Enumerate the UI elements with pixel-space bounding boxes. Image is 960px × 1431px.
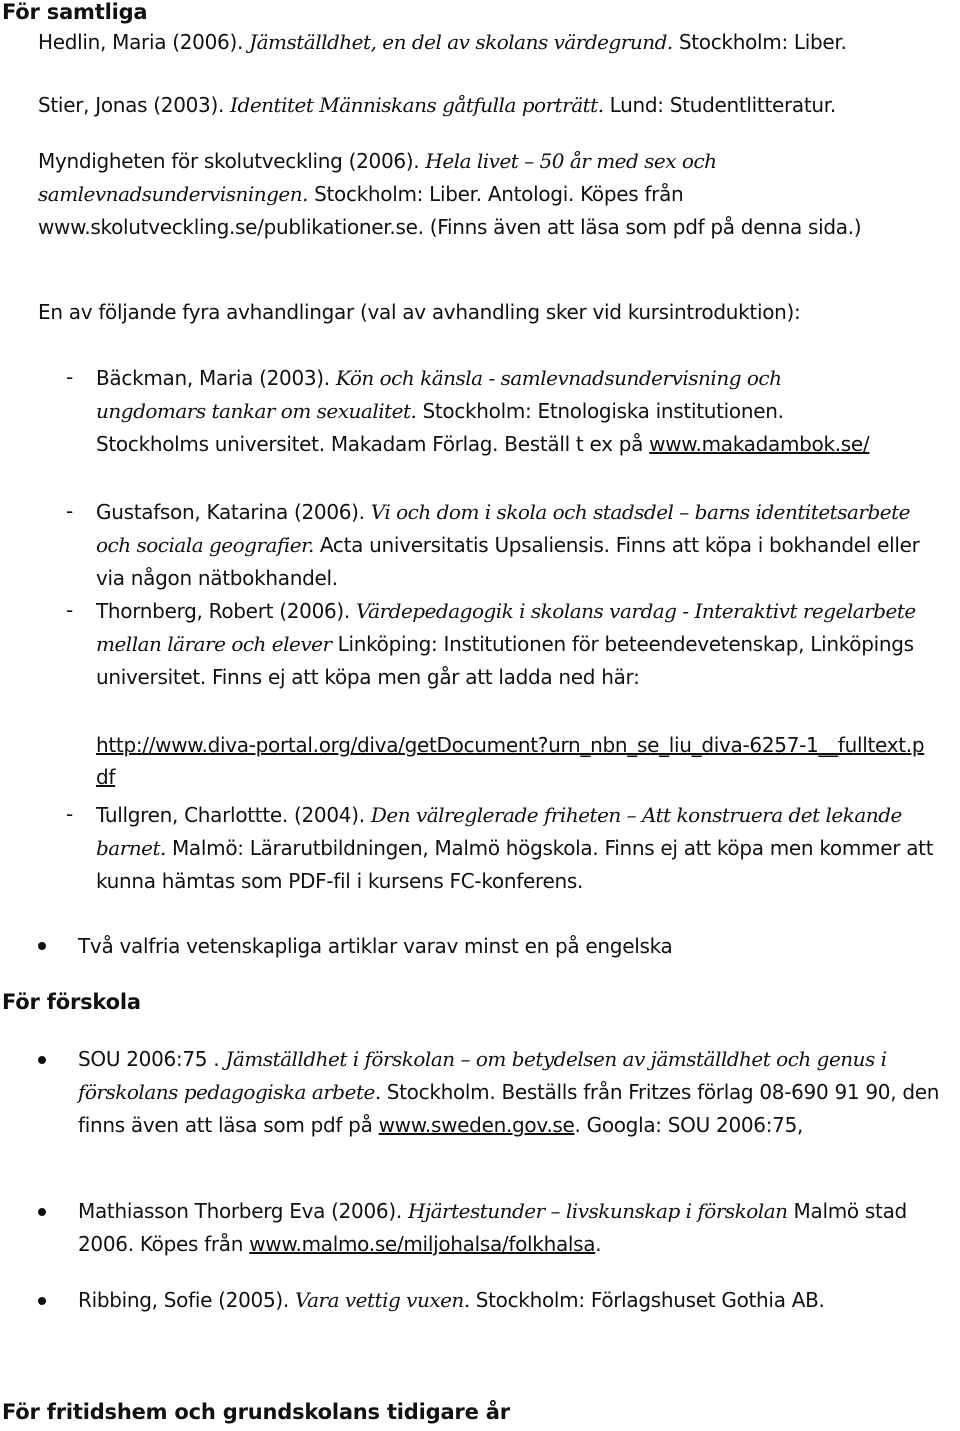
reference-author: Myndigheten för skolutveckling (2006). <box>38 149 426 173</box>
forskola-item-mathiasson <box>78 1195 958 1260</box>
section-heading-forskola: För förskola <box>2 990 141 1014</box>
item-author: Ribbing, Sofie (2005). <box>78 1288 295 1312</box>
reference-author: Hedlin, Maria (2006). <box>38 30 250 54</box>
section-heading-fritidshem: För fritidshem och grundskolans tidigare år <box>2 1400 510 1424</box>
theses-intro: En av följande fyra avhandlingar (val av avhandling sker vid kursintroduktion): <box>38 300 801 324</box>
reference-title: Identitet Människans gåtfulla porträtt. <box>230 93 604 117</box>
thesis-tullgren <box>96 799 956 897</box>
forskola-item-ribbing <box>78 1284 958 1317</box>
reference-stier <box>38 89 948 122</box>
item-publisher: Malmö stad 2006. Köpes från <box>78 1199 907 1256</box>
bullet-marker <box>38 1297 46 1305</box>
thesis-publisher: Malmö: Lärarutbildningen, Malmö högskola. Finns ej att köpa men kommer att kunna hämtas som PDF-fil i kursens FC-konferens. <box>96 836 934 893</box>
bullet-marker <box>38 942 46 950</box>
dash-marker: - <box>66 499 74 523</box>
thesis-title: Värdepedagogik i skolans vardag - Interaktivt regelarbete mellan lärare och elever <box>96 599 916 656</box>
thesis-publisher: Stockholm: Etnologiska institutionen. Stockholms universitet. Makadam Förlag. Beställ t ex på <box>96 399 784 456</box>
item-link[interactable]: www.malmo.se/miljohalsa/folkhalsa <box>249 1232 596 1256</box>
item-title: Jämställdhet i förskolan – om betydelsen av jämställdhet och genus i förskolans pedagogiska arbete. <box>78 1047 887 1104</box>
forskola-item-sou <box>78 1043 948 1141</box>
reference-author: Stier, Jonas (2003). <box>38 93 231 117</box>
thesis-author: Gustafson, Katarina (2006). <box>96 500 371 524</box>
section-heading-samtliga: För samtliga <box>2 0 148 24</box>
item-note: . <box>595 1232 602 1256</box>
reference-title: Hela livet – 50 år med sex och samlevnadsundervisningen. <box>38 149 717 206</box>
reference-hedlin <box>38 26 948 59</box>
thesis-author: Tullgren, Charlottte. (2004). <box>96 803 371 827</box>
item-link[interactable]: www.sweden.gov.se <box>378 1113 575 1137</box>
item-note: . Googla: SOU 2006:75, <box>574 1113 804 1137</box>
item-publisher: Stockholm. Beställs från Fritzes förlag 08-690 91 90, den finns även att läsa som pdf på <box>78 1080 940 1137</box>
thesis-link[interactable]: www.makadambok.se/ <box>649 432 870 456</box>
dash-marker: - <box>66 802 74 826</box>
thesis-thornberg-link[interactable]: http://www.diva-portal.org/diva/getDocument?urn_nbn_se_liu_diva-6257-1__fulltext.pdf <box>96 733 925 789</box>
thesis-backman <box>96 362 886 460</box>
bullet-marker <box>38 1208 46 1216</box>
item-author: Mathiasson Thorberg Eva (2006). <box>78 1199 408 1223</box>
thesis-title: Kön och känsla - samlevnadsundervisning och ungdomars tankar om sexualitet. <box>96 366 782 423</box>
reference-note: . (Finns även att läsa som pdf på denna sida.) <box>417 215 862 239</box>
thesis-author: Thornberg, Robert (2006). <box>96 599 357 623</box>
thesis-author: Bäckman, Maria (2003). <box>96 366 336 390</box>
thesis-thornberg <box>96 595 926 693</box>
item-author: SOU 2006:75 . <box>78 1047 226 1071</box>
thesis-title: Den välreglerade friheten – Att konstruera det lekande barnet. <box>96 803 902 860</box>
reference-skolutveckling <box>38 145 948 243</box>
thesis-publisher: Linköping: Institutionen för beteendevetenskap, Linköpings universitet. Finns ej att köpa men går att ladda ned här: <box>96 632 914 689</box>
bullet-marker <box>38 1056 46 1064</box>
dash-marker: - <box>66 598 74 622</box>
reference-link[interactable]: www.skolutveckling.se/publikationer.se <box>38 215 418 239</box>
reference-publisher: Stockholm: Liber. Antologi. Köpes från <box>308 182 684 206</box>
thesis-publisher: Acta universitatis Upsaliensis. Finns att köpa i bokhandel eller via någon nätbokhandel. <box>96 533 920 590</box>
reference-title: Jämställdhet, en del av skolans värdegrund. <box>249 30 673 54</box>
dash-marker: - <box>66 365 74 389</box>
reference-publisher: Lund: Studentlitteratur. <box>603 93 836 117</box>
reference-publisher: Stockholm: Liber. <box>672 30 847 54</box>
thesis-gustafson <box>96 496 946 594</box>
item-publisher: Stockholm: Förlagshuset Gothia AB. <box>469 1288 825 1312</box>
thesis-title: Vi och dom i skola och stadsdel – barns identitetsarbete och sociala geografier. <box>96 500 910 557</box>
item-title: Vara vettig vuxen. <box>295 1288 470 1312</box>
item-title: Hjärtestunder – livskunskap i förskolan <box>407 1199 788 1223</box>
articles-requirement: Två valfria vetenskapliga artiklar varav minst en på engelska <box>78 934 673 958</box>
